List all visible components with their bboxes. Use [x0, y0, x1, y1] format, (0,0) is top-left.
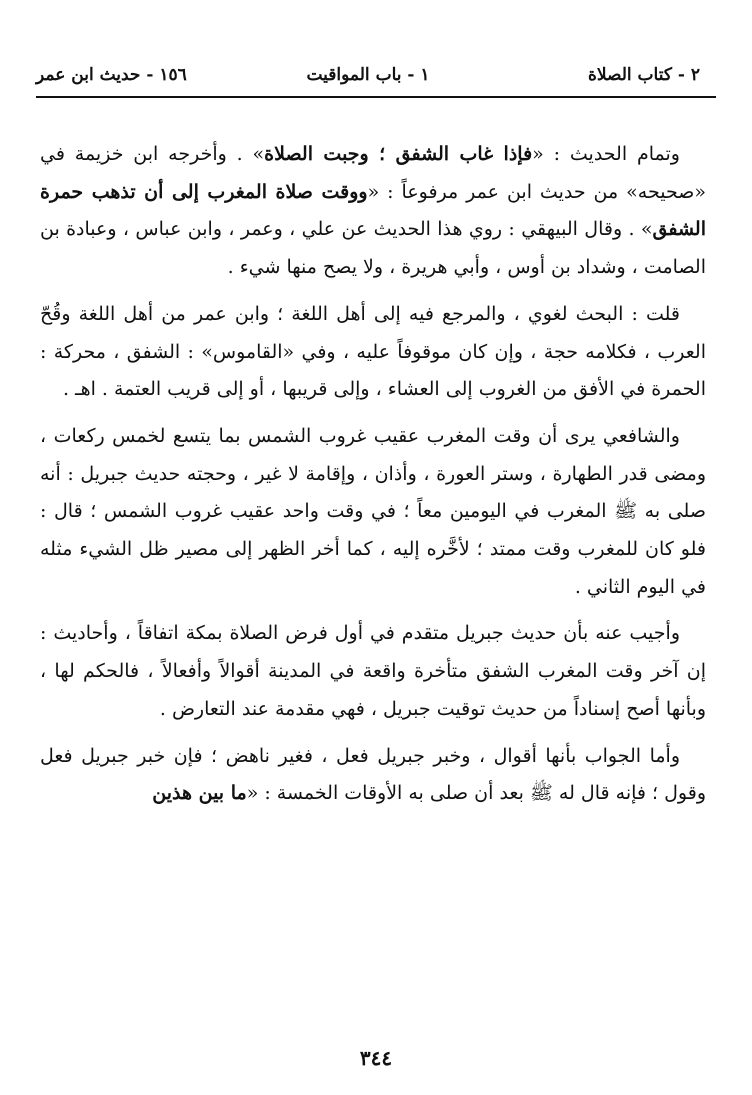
- paragraph-5: [40, 738, 706, 813]
- paragraph-5-text-a: وأما الجواب بأنها أقوال ، وخبر جبريل فعل ، فغير ناهض ؛ فإن خبر جبريل فعل وقول ؛ فإنه قال له ﷺ بعد أن صلى به الأوقات الخمسة : «: [40, 744, 706, 805]
- paragraph-1: [40, 136, 706, 287]
- header-book-title: ٢ - كتاب الصلاة: [587, 65, 700, 85]
- paragraph-1-text-a: وتمام الحديث : «: [532, 143, 680, 165]
- main-text: [40, 136, 706, 822]
- paragraph-1-quote-a: فإذا غاب الشفق ؛ وجبت الصلاة: [264, 143, 533, 165]
- paragraph-3: والشافعي يرى أن وقت المغرب عقيب غروب الشمس بما يتسع لخمس ركعات ، ومضى قدر الطهارة ، وستر العورة ، وأذان ، وإقامة لا غير ، وحجته حديث جبريل : أنه صلى به ﷺ المغرب في اليومين معاً ؛ في وقت واحد عقيب غروب الشمس ؛ قال : فلو كان للمغرب وقت ممتد ؛ لأخَّره إليه ، كما أخر الظهر إلى مصير ظل الشيء مثله في اليوم الثاني .: [40, 424, 706, 598]
- paragraph-1-text-c: » . وقال البيهقي : روي هذا الحديث عن علي ، وعمر ، وابن عباس ، وعبادة بن الصامت ، وشداد بن أوس ، وأبي هريرة ، ولا يصح منها شيء .: [40, 218, 706, 279]
- paragraph-5-quote-a: ما بين هذين: [152, 782, 247, 805]
- page-number: ٣٤٤: [359, 1046, 393, 1070]
- header-hadith-title: ١٥٦ - حديث ابن عمر: [36, 65, 187, 85]
- paragraph-1-quote-b: ووقت صلاة المغرب إلى أن تذهب حمرة الشفق: [40, 180, 706, 241]
- paragraph-2: قلت : البحث لغوي ، والمرجع فيه إلى أهل اللغة ؛ وابن عمر من أهل اللغة وقُحّ العرب ، فكلامه حجة ، وإن كان موقوفاً عليه ، وفي «القاموس» : الشفق ، محركة : الحمرة في الأفق من الغروب إلى العشاء ، وإلى قريبها ، أو إلى قريب العتمة . اهـ .: [40, 302, 706, 401]
- running-header: [36, 58, 700, 92]
- paragraph-4: وأجيب عنه بأن حديث جبريل متقدم في أول فرض الصلاة بمكة اتفاقاً ، وأحاديث : إن آخر وقت المغرب الشفق متأخرة واقعة في المدينة أقوالاً وأفعالاً ، فالحكم لها ، وبأنها أصح إسناداً من حديث توقيت جبريل ، فهي مقدمة عند التعارض .: [40, 622, 706, 720]
- header-chapter-title: ١ - باب المواقيت: [306, 65, 430, 85]
- paragraph-1-text-b: » . وأخرجه ابن خزيمة في «صحيحه» من حديث ابن عمر مرفوعاً : «: [40, 143, 706, 203]
- header-divider: [36, 96, 716, 98]
